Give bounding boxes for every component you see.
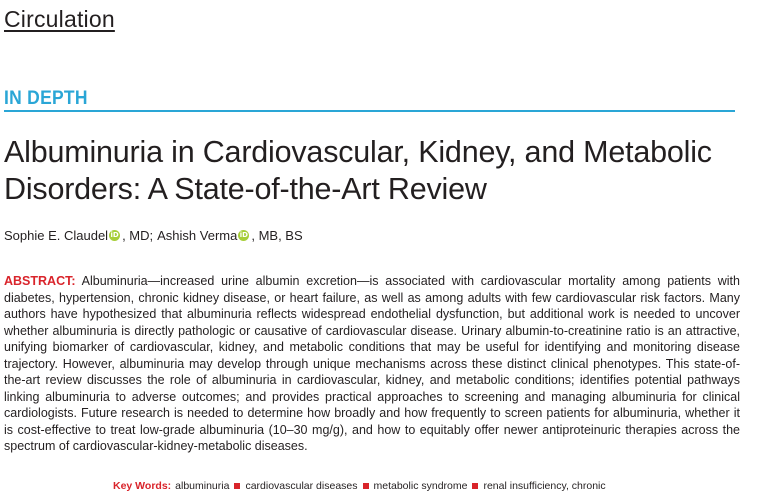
section-header: [4, 88, 735, 112]
orcid-icon[interactable]: iD: [110, 231, 119, 239]
keyword[interactable]: renal insufficiency, chronic: [483, 480, 606, 492]
keyword[interactable]: cardiovascular diseases: [245, 480, 358, 492]
keyword-separator-icon: [234, 483, 240, 489]
orcid-icon[interactable]: iD: [239, 231, 248, 239]
keyword[interactable]: metabolic syndrome: [373, 480, 468, 492]
keyword-separator-icon: [363, 483, 369, 489]
abstract-label: ABSTRACT:: [4, 274, 76, 288]
keywords-label: Key Words:: [113, 480, 172, 492]
author-degree: , MB, BS: [251, 228, 303, 243]
author-degree: , MD;: [122, 228, 154, 243]
abstract: [4, 273, 740, 455]
keyword[interactable]: albuminuria: [175, 480, 230, 492]
author-name[interactable]: Sophie E. Claudel: [4, 228, 109, 243]
keywords: [113, 480, 606, 492]
section-label: IN DEPTH: [4, 88, 88, 109]
journal-name[interactable]: Circulation: [4, 6, 115, 32]
abstract-text: Albuminuria—increased urine albumin excretion—is associated with cardiovascular mortality among patients with diabetes, hypertension, chronic kidney disease, or heart failure, as well as among adults with few cardiovascular risk factors. Many authors have hypothesized that albuminuria reflects widespread endothelial dysfunction, but additional work is needed to uncover whether albuminuria is directly pathologic or causative of cardiovascular disease. Urinary albumin-to-creatinine ratio is an attractive, unifying biomarker of cardiovascular, kidney, and metabolic conditions that may be useful for identifying and monitoring disease trajectory. However, albuminuria may develop through unique mechanisms across these distinct clinical phenotypes. This state-of-the-art review discusses the role of albuminuria in cardiovascular, kidney, and metabolic conditions; identifies potential pathways linking albuminuria to adverse outcomes; and provides practical approaches to screening and managing albuminuria for clinical cardiologists. Future research is needed to determine how broadly and how frequently to screen patients for albuminuria, whether it is cost-effective to treat low-grade albuminuria (10–30 mg/g), and how to equitably offer newer antiproteinuric therapies across the spectrum of cardiovascular-kidney-metabolic diseases.: [4, 274, 740, 453]
keyword-separator-icon: [472, 483, 478, 489]
author-list: [4, 228, 303, 243]
author-name[interactable]: Ashish Verma: [157, 228, 238, 243]
article-title: Albuminuria in Cardiovascular, Kidney, and Metabolic Disorders: A State-of-the-Art Review: [4, 135, 712, 206]
